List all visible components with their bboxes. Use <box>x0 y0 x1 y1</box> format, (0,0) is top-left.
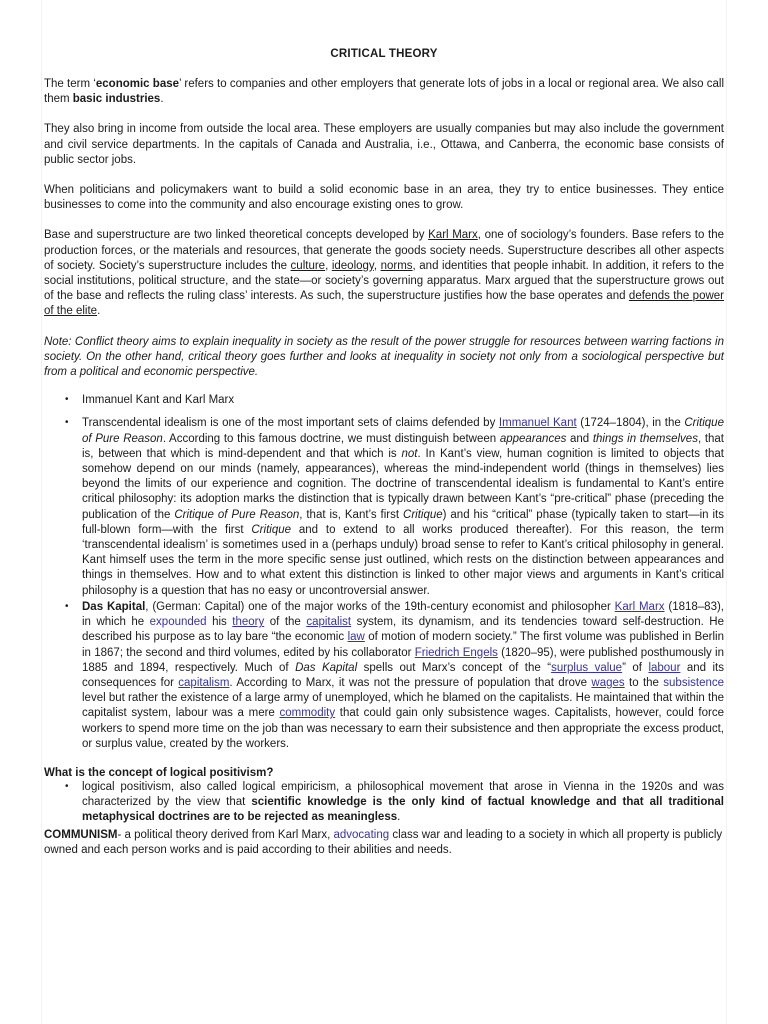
link-expounded[interactable]: expounded <box>149 616 207 629</box>
title-critique-of-pure-reason-2: Critique of Pure Reason <box>174 508 300 521</box>
term-not: not <box>401 447 418 460</box>
text-fragment: , one of sociology’s founders. Base refers to the production forces, or the materials and resources, that generate the goods society needs. Superstructure describes all other aspects of society. Society’s superstructure includes the <box>44 229 724 272</box>
paragraph-politicians: When politicians and policymakers want to build a solid economic base in an area, they try to entice businesses. They entice businesses to come into the community and also encourage existing ones to grow. <box>44 184 724 212</box>
text-fragment: , and identities that people inhabit. In addition, it refers to the social institutions, political structure, and the state—or society’s governing apparatus. Marx argued that the superstructure grows out of the base and reflects the ruling class’ interests. As such, the superstructure justifies how the base operates and <box>44 259 724 303</box>
text-fragment: spells out Marx’s concept of the “ <box>357 661 552 674</box>
title-critique-3: Critique <box>403 508 443 521</box>
spacer <box>44 753 724 767</box>
link-theory[interactable]: theory <box>232 616 265 629</box>
text-fragment: . According to this famous doctrine, we must distinguish between <box>162 432 500 445</box>
link-capitalist[interactable]: capitalist <box>306 616 352 629</box>
text-fragment: , <box>373 259 381 272</box>
text-fragment: Transcendental idealism is one of the most important sets of claims defended by <box>82 417 499 430</box>
bullet-list-logical-positivism <box>44 780 724 826</box>
paragraph-communism <box>44 828 724 859</box>
link-culture[interactable]: culture <box>290 259 326 272</box>
text-fragment: (1818–83), in which he <box>82 600 725 629</box>
term-basic-industries: basic industries <box>72 93 161 106</box>
link-friedrich-engels[interactable]: Friedrich Engels <box>414 646 498 659</box>
term-appearances: appearances <box>499 432 567 445</box>
bullet-list-kant-marx <box>44 393 724 408</box>
text-fragment: ” of <box>622 661 649 674</box>
link-immanuel-kant[interactable]: Immanuel Kant <box>498 417 577 430</box>
text-fragment: that could gain only subsistence wages. Capitalists, however, could force workers to spend more time on the job than was necessary to earn their subsistence and then appropriate the excess product, or surplus value, created by the workers. <box>82 707 724 750</box>
text-fragment: . <box>97 305 101 318</box>
term-communism: COMMUNISM <box>44 828 118 841</box>
text-fragment: The term ‘ <box>44 78 96 90</box>
text-fragment: of the <box>264 616 307 629</box>
term-things-in-themselves: things in themselves <box>592 432 698 445</box>
text-fragment: and its consequences for <box>82 661 725 689</box>
text-fragment: . <box>397 811 401 824</box>
text-fragment: to the <box>624 676 664 689</box>
link-defends-power-of-elite[interactable]: defends the power of the elite <box>44 290 724 318</box>
text-fragment: Base and superstructure are two linked theoretical concepts developed by <box>44 229 429 242</box>
link-karl-marx[interactable]: Karl Marx <box>428 229 478 242</box>
text-fragment: , <box>325 259 332 272</box>
page-title: CRITICAL THEORY <box>330 48 438 60</box>
page-edge-right <box>726 0 727 1024</box>
title-das-kapital-italic: Das Kapital <box>295 661 358 674</box>
title-das-kapital: Das Kapital <box>82 600 146 613</box>
link-karl-marx-2[interactable]: Karl Marx <box>614 600 665 613</box>
text-fragment: logical positivism, also called logical empiricism, a philosophical movement that arose in Vienna in the 1920s and was characterized by the view that <box>82 780 724 809</box>
text-fragment: system, its dynamism, and its tendencies toward self-destruction. He described his purpose as to lay bare “the economic <box>82 616 724 644</box>
text-fragment: (1820–95), were published posthumously in 1885 and 1894, respectively. Much of <box>82 646 724 674</box>
text-fragment: ’ refers to companies and other employers that generate lots of jobs in a local or regional area. We also call them <box>44 78 724 106</box>
section-heading-logical-positivism: What is the concept of logical positivism? <box>44 766 274 779</box>
link-advocating[interactable]: advocating <box>333 828 390 841</box>
text-fragment: ) and his “critical” phase (typically taken to start—in its full-blown form—with the first <box>82 508 725 536</box>
list-item-heading: • Immanuel Kant and Karl Marx <box>82 393 724 408</box>
text-fragment: class war and leading to a society in which all property is publicly owned and each person works and is paid according to their abilities and needs. <box>44 828 723 857</box>
emphasis-scientific-knowledge: scientific knowledge is the only kind of factual knowledge and that all traditional metaphysical doctrines are to be rejected as meaningless <box>82 796 724 824</box>
text-fragment: level but rather the existence of a large army of unemployed, which he blamed on the capitalists. He maintained that within the capitalist system, labour was a mere <box>82 692 724 720</box>
link-ideology[interactable]: ideology <box>331 259 374 272</box>
text-fragment: - a political theory derived from Karl Marx, <box>117 828 334 841</box>
link-subsistence[interactable]: subsistence <box>663 676 725 689</box>
list-item-das-kapital <box>82 600 724 752</box>
link-norms[interactable]: norms <box>380 259 413 272</box>
paragraph-note: Note: Conflict theory aims to explain inequality in society as the result of the power struggle for resources between warring factions in society. On the other hand, critical theory goes further and looks at inequality in society not only from a sociological perspective but from a political and economic perspective. <box>44 335 724 379</box>
document-body <box>44 48 724 859</box>
term-economic-base: economic base <box>95 78 180 90</box>
list-item-logical-positivism <box>82 780 724 826</box>
title-critique-of-pure-reason: Critique of Pure Reason <box>82 417 724 445</box>
text-fragment: , that is, Kant’s first <box>299 508 404 521</box>
text-fragment: of motion of modern society.” The first volume was published in Berlin in 1867; the second and third volumes, edited by his collaborator <box>82 631 724 659</box>
text-fragment: and to extend to all works produced thereafter). For this reason, the term ‘transcendental idealism’ is sometimes used in a (perhaps unduly) broad sense to refer to Kant’s critical philosophy in general. Kant himself uses the term in the more specific sense just outlined, which rests on the distinction between appearances and things in themselves. How and to what extent this distinction is linked to other major views and arguments in Kant’s critical philosophy is a question that has no easy or uncontroversial answer. <box>82 523 724 597</box>
link-capitalism[interactable]: capitalism <box>178 676 230 689</box>
link-surplus-value[interactable]: surplus value <box>551 661 623 674</box>
text-fragment: . <box>160 93 164 106</box>
text-fragment: . According to Marx, it was not the pressure of population that drove <box>229 676 592 689</box>
paragraph-income-outside: They also bring in income from outside the local area. These employers are usually companies but may also include the government and civil service departments. In the capitals of Canada and Australia, i.e., Ottawa, and Canberra, the economic base consists of public sector jobs. <box>44 123 724 166</box>
page-edge-left <box>41 0 42 1024</box>
paragraph-economic-base <box>44 77 724 107</box>
text-fragment: . In Kant’s view, human cognition is limited to objects that somehow depend on our minds (namely, appearances), whereas the mind-independent world (things in themselves) lies beyond the limits of our experience and cognition. The doctrine of transcendental idealism is fundamental to Kant’s entire critical philosophy: its adoption marks the distinction that is typically drawn between Kant’s “pre-critical” phase (preceding the publication of the <box>82 447 725 521</box>
text-fragment: his <box>206 616 233 629</box>
text-fragment: , (German: Capital) one of the major works of the 19th-century economist and philosopher <box>145 600 615 613</box>
link-law[interactable]: law <box>347 631 365 644</box>
text-fragment: (1724–1804), in the <box>576 417 685 430</box>
list-item-transcendental-idealism <box>82 416 724 598</box>
title-critique-4: Critique <box>251 523 292 536</box>
paragraph-base-superstructure <box>44 228 724 319</box>
link-wages[interactable]: wages <box>591 676 625 689</box>
text-fragment: and <box>566 432 593 445</box>
bullet-list-main <box>44 416 724 751</box>
link-labour[interactable]: labour <box>648 661 681 674</box>
link-commodity[interactable]: commodity <box>279 707 336 720</box>
text-fragment: , that is, between that which is mind-dependent and that which is <box>82 432 725 460</box>
